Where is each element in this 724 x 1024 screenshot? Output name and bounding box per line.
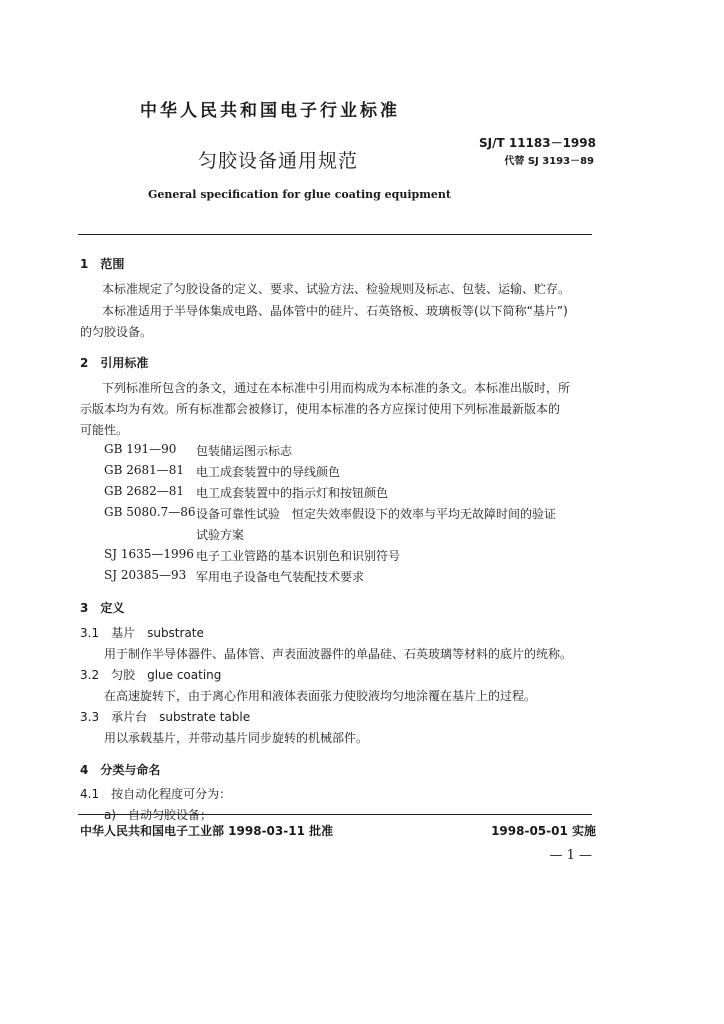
definition-3-3-text: 用以承载基片，并带动基片同步旋转的机械部件。 [104,731,369,745]
reference-title: 军用电子设备电气装配技术要求 [196,570,365,584]
section-1-para-1: 本标准规定了匀胶设备的定义、要求、试验方法、检验规则及标志、包装、运输、贮存。 [102,282,571,296]
reference-code: GB 5080.7—86 [104,505,196,519]
reference-code: GB 191—90 [104,442,177,456]
definition-3-1-term: 3.1 基片 substrate [80,626,204,640]
section-2-intro-line-3: 可能性。 [80,423,129,437]
reference-code: SJ 20385—93 [104,568,187,582]
reference-code: GB 2681—81 [104,463,185,477]
replaces-standard: 代替 SJ 3193－89 [504,156,594,167]
section-1-heading: 1 范围 [80,257,125,271]
standard-code: SJ/T 11183－1998 [478,136,596,150]
reference-title: 电工成套装置中的导线颜色 [196,465,341,479]
definition-3-1-text: 用于制作半导体器件、晶体管、声表面波器件的单晶硅、石英玻璃等材料的底片的统称。 [104,647,573,661]
section-2-intro-line-2: 示版本均为有效。所有标准都会被修订，使用本标准的各方应探讨使用下列标准最新版本的 [80,402,561,416]
definition-3-2-term: 3.2 匀胶 glue coating [80,668,222,682]
definition-3-2-text: 在高速旋转下，由于离心作用和液体表面张力使胶液均匀地涂覆在基片上的过程。 [104,689,537,703]
section-2-intro-line-1: 下列标准所包含的条文，通过在本标准中引用而构成为本标准的条文。本标准出版时，所 [102,381,571,395]
approval-info: 中华人民共和国电子工业部 1998-03-11 批准 [80,824,334,838]
reference-title-continued: 试验方案 [196,528,245,542]
page-number: — 1 — [549,848,592,863]
reference-title: 电子工业管路的基本识别色和识别符号 [196,549,401,563]
document-title-cn: 匀胶设备通用规范 [198,150,359,172]
section-1-para-2-line-1: 本标准适用于半导体集成电路、晶体管中的硅片、石英铬板、玻璃板等(以下简称“基片”) [102,304,568,318]
document-title-en: General specification for glue coating equipment [148,188,451,201]
reference-title: 包装储运图示标志 [196,444,293,458]
reference-title: 电工成套装置中的指示灯和按钮颜色 [196,486,389,500]
section-4-1-item-a: a) 自动匀胶设备； [104,808,213,822]
section-1-para-2-line-2: 的匀胶设备。 [80,325,153,339]
section-4-heading: 4 分类与命名 [80,763,161,777]
section-3-heading: 3 定义 [80,601,125,615]
reference-title: 设备可靠性试验 恒定失效率假设下的效率与平均无故障时间的验证 [196,507,557,521]
header-divider [78,234,592,235]
definition-3-3-term: 3.3 承片台 substrate table [80,710,251,724]
section-4-1: 4.1 按自动化程度可分为： [80,787,232,801]
reference-code: SJ 1635—1996 [104,547,194,561]
issuing-organization: 中华人民共和国电子行业标准 [140,101,400,121]
footer-divider [78,814,592,815]
effective-date: 1998-05-01 实施 [491,824,596,838]
section-2-heading: 2 引用标准 [80,356,149,370]
reference-code: GB 2682—81 [104,484,185,498]
